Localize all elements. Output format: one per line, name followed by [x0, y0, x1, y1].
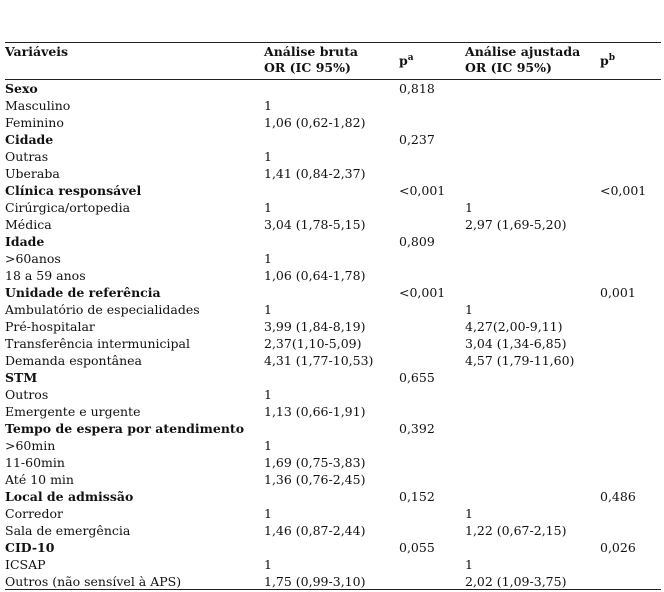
crude-p-cell: 0,237	[399, 132, 435, 147]
variable-cell: Local de admissão	[5, 489, 134, 504]
table-group-row	[5, 182, 661, 199]
table-row	[5, 114, 661, 131]
variable-cell: Corredor	[5, 506, 63, 521]
crude-or-cell: 4,31 (1,77-10,53)	[264, 353, 374, 368]
adjusted-p-cell: 0,486	[600, 489, 636, 504]
table-row	[5, 386, 661, 403]
adjusted-or-cell: 1	[465, 302, 473, 317]
variable-cell: Médica	[5, 217, 52, 232]
table-row	[5, 522, 661, 539]
table-row	[5, 335, 661, 352]
crude-or-cell: 1,13 (0,66-1,91)	[264, 404, 366, 419]
table-group-row	[5, 233, 661, 250]
crude-or-cell: 1	[264, 149, 272, 164]
variable-cell: Outras	[5, 149, 49, 164]
adjusted-or-cell: 1,22 (0,67-2,15)	[465, 523, 567, 538]
variable-cell: CID-10	[5, 540, 55, 555]
crude-or-cell: 1	[264, 302, 272, 317]
table-body	[5, 80, 661, 590]
table-row	[5, 454, 661, 471]
crude-or-cell: 1	[264, 387, 272, 402]
crude-p-cell: 0,392	[399, 421, 435, 436]
crude-or-cell: 1,46 (0,87-2,44)	[264, 523, 366, 538]
crude-or-cell: 3,99 (1,84-8,19)	[264, 319, 366, 334]
adjusted-or-cell: 2,02 (1,09-3,75)	[465, 574, 567, 589]
variable-cell: STM	[5, 370, 38, 385]
variable-cell: Ambulatório de especialidades	[5, 302, 200, 317]
variable-cell: 18 a 59 anos	[5, 268, 86, 283]
table-group-row	[5, 369, 661, 386]
crude-or-cell: 1	[264, 251, 272, 266]
table-row	[5, 250, 661, 267]
header-adjusted-analysis: Análise ajustada OR (IC 95%)	[465, 44, 581, 75]
table-row	[5, 301, 661, 318]
adjusted-p-cell: 0,026	[600, 540, 636, 555]
adjusted-or-cell: 2,97 (1,69-5,20)	[465, 217, 567, 232]
variable-cell: Masculino	[5, 98, 71, 113]
table-row	[5, 165, 661, 182]
table-bottom-rule	[5, 589, 661, 590]
variable-cell: Unidade de referência	[5, 285, 161, 300]
variable-cell: ICSAP	[5, 557, 46, 572]
table-row	[5, 573, 661, 590]
header-p-adjusted: $p^b$	[600, 53, 616, 68]
table-group-row	[5, 284, 661, 301]
header-crude-analysis: Análise bruta OR (IC 95%)	[264, 44, 359, 75]
crude-or-cell: 1	[264, 200, 272, 215]
variable-cell: Tempo de espera por atendimento	[5, 421, 245, 436]
variable-cell: Emergente e urgente	[5, 404, 141, 419]
variable-cell: Cidade	[5, 132, 54, 147]
crude-or-cell: 1,69 (0,75-3,83)	[264, 455, 366, 470]
variable-cell: Sala de emergência	[5, 523, 131, 538]
crude-p-cell: <0,001	[399, 183, 446, 198]
crude-or-cell: 1	[264, 557, 272, 572]
header-variables: Variáveis	[5, 44, 69, 59]
variable-cell: Pré-hospitalar	[5, 319, 95, 334]
adjusted-or-cell: 1	[465, 557, 473, 572]
crude-p-cell: 0,655	[399, 370, 435, 385]
adjusted-p-cell: 0,001	[600, 285, 636, 300]
table-group-row	[5, 420, 661, 437]
variable-cell: >60min	[5, 438, 56, 453]
table-row	[5, 471, 661, 488]
crude-or-cell: 3,04 (1,78-5,15)	[264, 217, 366, 232]
variable-cell: >60anos	[5, 251, 61, 266]
adjusted-or-cell: 4,57 (1,79-11,60)	[465, 353, 575, 368]
table-top-rule	[5, 42, 661, 43]
crude-or-cell: 1	[264, 98, 272, 113]
variable-cell: Demanda espontânea	[5, 353, 142, 368]
crude-p-cell: 0,809	[399, 234, 435, 249]
table-row	[5, 556, 661, 573]
variable-cell: Cirúrgica/ortopedia	[5, 200, 131, 215]
table-row	[5, 403, 661, 420]
crude-or-cell: 1	[264, 506, 272, 521]
crude-or-cell: 1,06 (0,64-1,78)	[264, 268, 366, 283]
crude-p-cell: 0,818	[399, 81, 435, 96]
crude-p-cell: 0,152	[399, 489, 435, 504]
table-row	[5, 199, 661, 216]
adjusted-or-cell: 1	[465, 506, 473, 521]
table-row	[5, 97, 661, 114]
adjusted-p-cell: <0,001	[600, 183, 647, 198]
variable-cell: Sexo	[5, 81, 38, 96]
crude-or-cell: 1,41 (0,84-2,37)	[264, 166, 366, 181]
crude-or-cell: 1,06 (0,62-1,82)	[264, 115, 366, 130]
variable-cell: Uberaba	[5, 166, 60, 181]
table-row	[5, 148, 661, 165]
crude-or-cell: 1,75 (0,99-3,10)	[264, 574, 366, 589]
crude-or-cell: 1,36 (0,76-2,45)	[264, 472, 366, 487]
table-group-row	[5, 80, 661, 97]
table-row	[5, 318, 661, 335]
table-group-row	[5, 488, 661, 505]
adjusted-or-cell: 1	[465, 200, 473, 215]
variable-cell: Outros (não sensível à APS)	[5, 574, 182, 589]
adjusted-or-cell: 3,04 (1,34-6,85)	[465, 336, 567, 351]
table-group-row	[5, 131, 661, 148]
table-group-row	[5, 539, 661, 556]
variable-cell: Outros	[5, 387, 49, 402]
variable-cell: Feminino	[5, 115, 64, 130]
table-row	[5, 216, 661, 233]
crude-or-cell: 2,37(1,10-5,09)	[264, 336, 362, 351]
adjusted-or-cell: 4,27(2,00-9,11)	[465, 319, 563, 334]
header-p-crude: $p^a$	[399, 53, 414, 68]
variable-cell: Transferência intermunicipal	[5, 336, 190, 351]
table-row	[5, 352, 661, 369]
crude-p-cell: 0,055	[399, 540, 435, 555]
variable-cell: 11-60min	[5, 455, 65, 470]
crude-p-cell: <0,001	[399, 285, 446, 300]
crude-or-cell: 1	[264, 438, 272, 453]
table-row	[5, 505, 661, 522]
table-row	[5, 267, 661, 284]
variable-cell: Até 10 min	[5, 472, 74, 487]
variable-cell: Clínica responsável	[5, 183, 142, 198]
table-row	[5, 437, 661, 454]
variable-cell: Idade	[5, 234, 45, 249]
